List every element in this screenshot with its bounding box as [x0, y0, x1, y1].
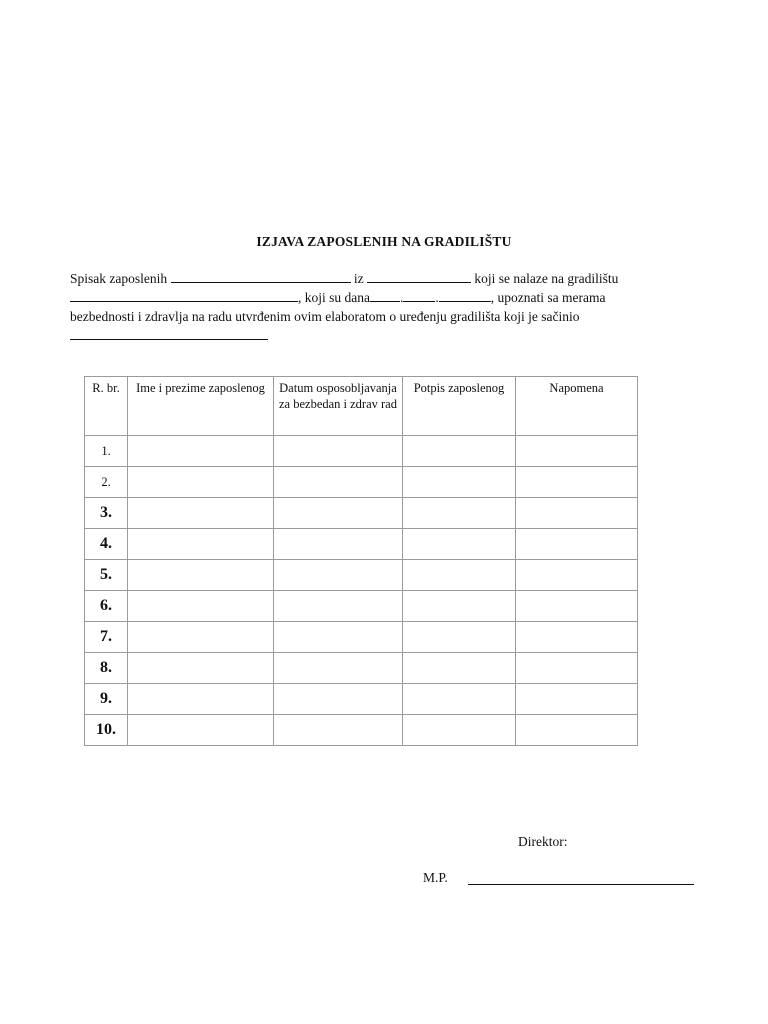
name-cell[interactable]: [128, 684, 274, 715]
header-note: Napomena: [516, 377, 638, 436]
signature-cell[interactable]: [403, 622, 516, 653]
employees-blank-field[interactable]: [171, 270, 351, 283]
date-cell[interactable]: [274, 467, 403, 498]
name-cell[interactable]: [128, 560, 274, 591]
signature-cell[interactable]: [403, 653, 516, 684]
day-blank-field[interactable]: [370, 289, 400, 302]
date-cell[interactable]: [274, 560, 403, 591]
name-cell[interactable]: [128, 653, 274, 684]
signature-cell[interactable]: [403, 684, 516, 715]
table-row: [85, 622, 638, 653]
document-title: IZJAVA ZAPOSLENIH NA GRADILIŠTU: [256, 234, 512, 249]
row-number: 4.: [85, 529, 128, 560]
note-cell[interactable]: [516, 684, 638, 715]
date-cell[interactable]: [274, 591, 403, 622]
director-signature-line[interactable]: [468, 884, 694, 885]
signature-cell[interactable]: [403, 591, 516, 622]
date-cell[interactable]: [274, 715, 403, 746]
name-cell[interactable]: [128, 591, 274, 622]
row-number: 3.: [85, 498, 128, 529]
paragraph-line-2: [70, 288, 690, 307]
paragraph-line-1: [70, 269, 690, 288]
signature-cell[interactable]: [403, 498, 516, 529]
date-cell[interactable]: [274, 653, 403, 684]
note-cell[interactable]: [516, 560, 638, 591]
paragraph-text: Spisak zaposlenih: [70, 271, 171, 286]
signature-cell[interactable]: [403, 436, 516, 467]
row-number: 1.: [85, 436, 128, 467]
note-cell[interactable]: [516, 591, 638, 622]
note-cell[interactable]: [516, 436, 638, 467]
table-row: [85, 498, 638, 529]
note-cell[interactable]: [516, 622, 638, 653]
note-cell[interactable]: [516, 529, 638, 560]
note-cell[interactable]: [516, 467, 638, 498]
date-cell[interactable]: [274, 684, 403, 715]
signature-cell[interactable]: [403, 715, 516, 746]
year-blank-field[interactable]: [439, 289, 491, 302]
month-blank-field[interactable]: [403, 289, 435, 302]
name-cell[interactable]: [128, 715, 274, 746]
paragraph-text: , upoznati sa merama: [490, 290, 606, 305]
paragraph-text: , koji su dana: [298, 290, 370, 305]
signature-cell[interactable]: [403, 560, 516, 591]
row-number: 9.: [85, 684, 128, 715]
row-number: 10.: [85, 715, 128, 746]
note-cell[interactable]: [516, 498, 638, 529]
signature-cell[interactable]: [403, 529, 516, 560]
name-cell[interactable]: [128, 529, 274, 560]
table-row: [85, 653, 638, 684]
header-signature: Potpis zaposlenog: [403, 377, 516, 436]
name-cell[interactable]: [128, 436, 274, 467]
header-training-date: Datum osposobljavanja za bezbedan i zdrav rad: [274, 377, 403, 436]
table-row: [85, 529, 638, 560]
site-blank-field[interactable]: [70, 289, 298, 302]
table-row: [85, 436, 638, 467]
row-number: 6.: [85, 591, 128, 622]
table-header-row: [85, 377, 638, 436]
table-row: [85, 560, 638, 591]
date-cell[interactable]: [274, 436, 403, 467]
paragraph-line-3: bezbednosti i zdravlja na radu utvrđenim ovim elaboratom o uređenju gradilišta koji je sačinio: [70, 309, 580, 324]
company-blank-field[interactable]: [367, 270, 471, 283]
paragraph-line-4: [70, 326, 690, 345]
paragraph-text: .: [435, 290, 439, 305]
author-blank-field[interactable]: [70, 327, 268, 340]
stamp-label: M.P.: [423, 870, 448, 885]
employees-table: [84, 376, 638, 746]
header-row-number: R. br.: [85, 377, 128, 436]
table-row: [85, 684, 638, 715]
row-number: 2.: [85, 467, 128, 498]
note-cell[interactable]: [516, 653, 638, 684]
date-cell[interactable]: [274, 622, 403, 653]
date-cell[interactable]: [274, 529, 403, 560]
name-cell[interactable]: [128, 498, 274, 529]
table-row: [85, 591, 638, 622]
paragraph-text: .: [400, 290, 404, 305]
paragraph-text: koji se nalaze na gradilištu: [474, 271, 619, 286]
director-label: Direktor:: [518, 834, 568, 849]
row-number: 8.: [85, 653, 128, 684]
signature-cell[interactable]: [403, 467, 516, 498]
table-row: [85, 715, 638, 746]
name-cell[interactable]: [128, 622, 274, 653]
note-cell[interactable]: [516, 715, 638, 746]
row-number: 5.: [85, 560, 128, 591]
header-name: Ime i prezime zaposlenog: [128, 377, 274, 436]
intro-paragraph: [70, 269, 690, 345]
paragraph-text: iz: [350, 271, 367, 286]
name-cell[interactable]: [128, 467, 274, 498]
row-number: 7.: [85, 622, 128, 653]
date-cell[interactable]: [274, 498, 403, 529]
table-row: [85, 467, 638, 498]
